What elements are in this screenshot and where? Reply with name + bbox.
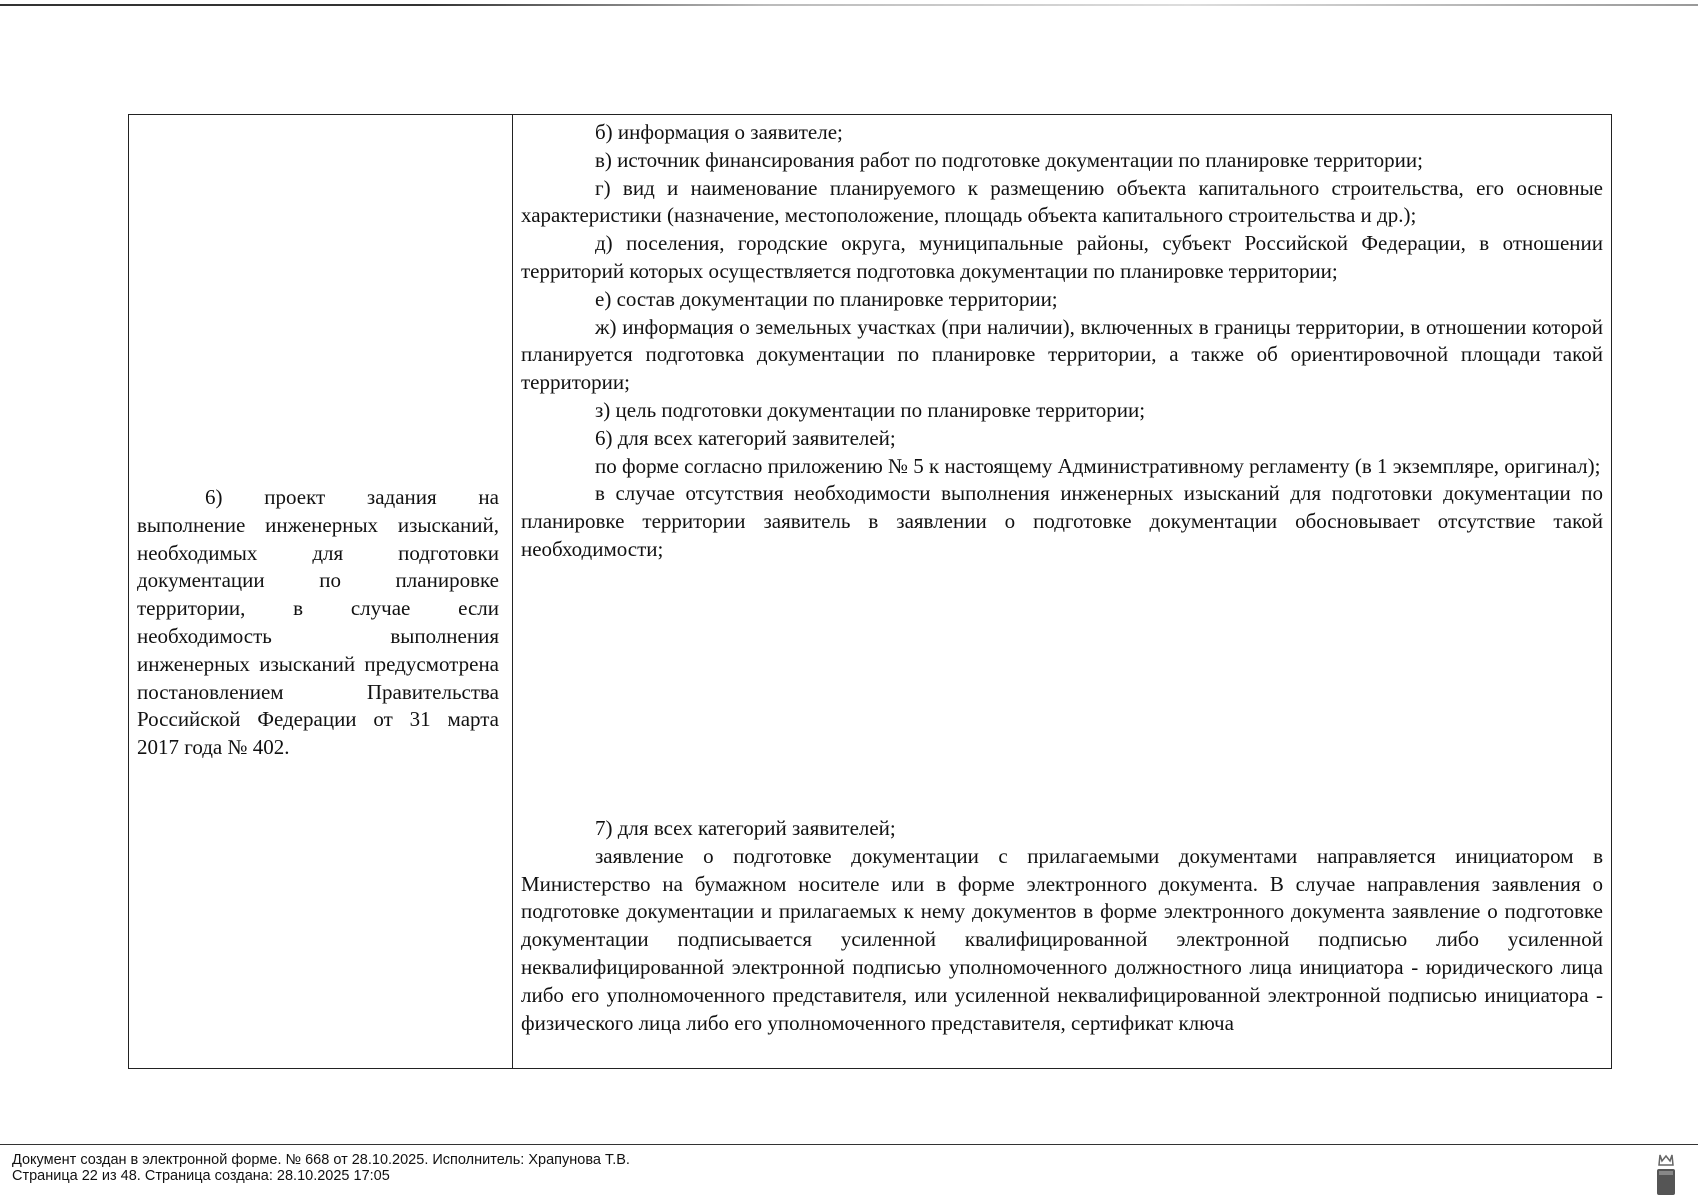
- left-cell-text: [137, 484, 499, 762]
- item-description: проект задания на выполнение инженерных изысканий, необходимых для подготовки документации по планировке территории, в случае если необходимость выполнения инженерных изысканий предусмотрена постановлением Правительства Российской Федерации от 31 марта 2017 года № 402.: [137, 485, 499, 760]
- paragraph: заявление о подготовке документации с прилагаемыми документами направляется инициатором в Министерство на бумажном носителе или в форме электронного документа. В случае направления заявления о подготовке документации и прилагаемых к нему документов в форме электронного документа заявление о подготовке документации подписывается усиленной квалифицированной электронной подписью либо усиленной неквалифицированной электронной подписью уполномоченного должностного лица инициатора - юридического лица либо его уполномоченного представителя, или усиленной неквалифицированной электронной подписью инициатора - физического лица либо его уполномоченного представителя, сертификат ключа: [521, 843, 1603, 1035]
- paragraph: по форме согласно приложению № 5 к настоящему Административному регламенту (в 1 экземпляре, оригинал);: [595, 453, 1601, 478]
- item-number: 6): [205, 485, 223, 509]
- paragraph: ж) информация о земельных участках (при наличии), включенных в границы территории, в отношении которой планируется подготовка документации по планировке территории, а также об ориентировочной площади такой территории;: [521, 314, 1603, 395]
- paragraph: в) источник финансирования работ по подготовке документации по планировке территории;: [595, 147, 1423, 172]
- document-stamp-icon: [1654, 1153, 1678, 1197]
- paragraph: 7) для всех категорий заявителей;: [595, 816, 896, 840]
- paragraph: б) информация о заявителе;: [595, 120, 843, 144]
- paragraph: е) состав документации по планировке территории;: [595, 286, 1058, 311]
- paragraph: 6) для всех категорий заявителей;: [595, 425, 896, 450]
- footer-page-info: Страница 22 из 48. Страница создана: 28.10.2025 17:05: [12, 1168, 390, 1184]
- paragraph: з) цель подготовки документации по планировке территории;: [595, 397, 1146, 422]
- right-cell-lower-block: [521, 815, 1603, 1037]
- paragraph: г) вид и наименование планируемого к размещению объекта капитального строительства, его основные характеристики (назначение, местоположение, площадь объекта капитального строительства и др.);: [521, 175, 1603, 228]
- document-table: [128, 114, 1612, 1069]
- paragraph: в случае отсутствия необходимости выполнения инженерных изысканий для подготовки документации по планировке территории заявитель в заявлении о подготовке документации обосновывает отсутствие такой необходимости;: [521, 481, 1603, 561]
- table-right-cell: [513, 115, 1611, 1068]
- page-footer: [0, 1144, 1698, 1201]
- scan-edge-line: [0, 4, 1698, 6]
- paragraph: д) поселения, городские округа, муниципальные районы, субъект Российской Федерации, в отношении территорий которых осуществляется подготовка документации по планировке территории;: [521, 231, 1603, 283]
- table-left-cell: [129, 115, 513, 1068]
- footer-document-info: Документ создан в электронной форме. № 668 от 28.10.2025. Исполнитель: Храпунова Т.В.: [12, 1152, 630, 1168]
- right-cell-upper-block: [521, 119, 1603, 564]
